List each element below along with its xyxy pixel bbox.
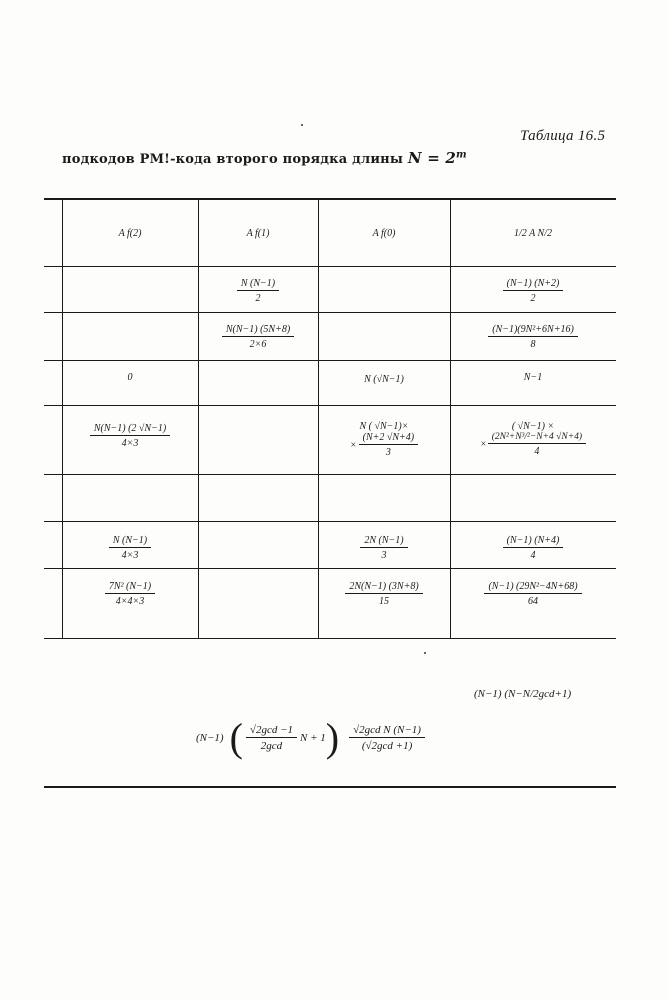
column-header: A f(0) bbox=[372, 228, 396, 239]
row-rule bbox=[44, 360, 616, 361]
cell-value: N (√N−1) bbox=[364, 374, 404, 385]
fraction-numerator: N(N−1) (5N+8) bbox=[222, 324, 294, 337]
fraction-denominator: 2×6 bbox=[249, 339, 267, 350]
fraction-numerator: 2N (N−1) bbox=[360, 535, 407, 548]
column-header: 1/2 A N/2 bbox=[514, 228, 552, 239]
table-cell bbox=[450, 372, 616, 383]
table-cell: ( √N−1) × × $\frac{\text{(2N²+N³/²−N+4 √N+4)}}{4}$ bbox=[450, 421, 616, 457]
table-cell bbox=[62, 581, 198, 607]
table-bottom-rule bbox=[44, 638, 616, 639]
formula-2-prefix: (N−1) bbox=[196, 732, 224, 744]
table-caption bbox=[62, 149, 467, 167]
fraction-denominator: 15 bbox=[378, 596, 389, 607]
formula-2: (N−1) ( $\frac{√2\gcd -1}{2\gcd}$ N + 1 ) $\frac{\text{√2gcd N (N−1)}}{(√2\gcd +1)}$ bbox=[196, 718, 425, 758]
table-cell bbox=[318, 581, 450, 607]
table-cell bbox=[318, 374, 450, 385]
fraction-denominator: 4×3 bbox=[121, 550, 139, 561]
table-top-rule bbox=[44, 198, 616, 200]
fraction-numerator: (N+2 √N+4) bbox=[359, 432, 418, 445]
formula-2-middle: N + 1 bbox=[300, 732, 326, 744]
fraction-denominator: 4 bbox=[530, 550, 536, 561]
row-rule bbox=[44, 312, 616, 313]
fraction-numerator: 2N(N−1) (3N+8) bbox=[345, 581, 422, 594]
column-divider bbox=[62, 200, 63, 638]
cell-value: N−1 bbox=[523, 372, 543, 383]
fraction-denominator: 2 bbox=[530, 293, 536, 304]
formula-1: (N−1) (N−N/2gcd+1) bbox=[474, 688, 572, 700]
header-rule bbox=[44, 266, 616, 267]
table-cell bbox=[450, 581, 616, 607]
fraction-numerator: N (N−1) bbox=[237, 278, 279, 291]
table-cell bbox=[450, 278, 616, 304]
table-cell bbox=[450, 535, 616, 561]
column-header: A f(2) bbox=[118, 228, 142, 239]
fraction-numerator: √2gcd −1 bbox=[246, 724, 297, 738]
fraction-denominator: 2 bbox=[255, 293, 261, 304]
fraction-denominator: 4×3 bbox=[121, 438, 139, 449]
fraction-numerator: (N−1) (N+4) bbox=[503, 535, 564, 548]
fraction-numerator: N(N−1) (2 √N−1) bbox=[90, 423, 170, 436]
fraction-denominator: 8 bbox=[530, 339, 536, 350]
column-divider bbox=[450, 200, 451, 638]
caption-variable: N = 2 bbox=[407, 149, 457, 167]
column-header: A f(1) bbox=[246, 228, 270, 239]
fraction-numerator: 7N² (N−1) bbox=[105, 581, 155, 594]
table-cell bbox=[62, 535, 198, 561]
fraction-numerator: (N−1)(9N²+6N+16) bbox=[488, 324, 578, 337]
fraction-numerator: (2N²+N³/²−N+4 √N+4) bbox=[488, 432, 586, 444]
cell-value-prefix: ( √N−1) × bbox=[511, 421, 555, 432]
column-divider bbox=[198, 200, 199, 638]
row-rule bbox=[44, 568, 616, 569]
row-rule bbox=[44, 521, 616, 522]
fraction-numerator: √2gcd N (N−1) bbox=[349, 724, 425, 738]
fraction-denominator: 3 bbox=[385, 447, 391, 458]
fraction-numerator: (N−1) (29N²−4N+68) bbox=[484, 581, 581, 594]
caption-text: подкодов РМ!-кода второго порядка длины bbox=[62, 152, 408, 167]
row-rule bbox=[44, 405, 616, 406]
fraction-denominator: 4 bbox=[534, 446, 540, 457]
fraction-denominator: (√2gcd +1) bbox=[361, 740, 413, 752]
table-cell bbox=[450, 324, 616, 350]
table-label: Таблица 16.5 bbox=[520, 128, 606, 144]
speck bbox=[301, 124, 303, 126]
cell-value: 0 bbox=[127, 372, 133, 383]
fraction-denominator: 64 bbox=[527, 596, 538, 607]
fraction-denominator: 3 bbox=[381, 550, 387, 561]
fraction-numerator: (N−1) (N+2) bbox=[503, 278, 564, 291]
fraction-denominator: 4×4×3 bbox=[115, 596, 145, 607]
speck bbox=[424, 652, 426, 654]
fraction-numerator: N (N−1) bbox=[109, 535, 151, 548]
fraction-denominator: 2gcd bbox=[260, 740, 283, 752]
table-cell bbox=[318, 535, 450, 561]
bottom-rule bbox=[44, 786, 616, 788]
caption-superscript: m bbox=[456, 149, 467, 161]
row-rule bbox=[44, 474, 616, 475]
column-divider bbox=[318, 200, 319, 638]
table-cell bbox=[198, 278, 318, 304]
table-cell: N ( √N−1)× × $\frac{(N+2 √N+4)}{3}$ bbox=[318, 421, 450, 458]
table-cell bbox=[198, 324, 318, 350]
cell-value-prefix: N ( √N−1)× bbox=[359, 421, 409, 432]
table-cell bbox=[62, 423, 198, 449]
table-cell bbox=[62, 372, 198, 383]
